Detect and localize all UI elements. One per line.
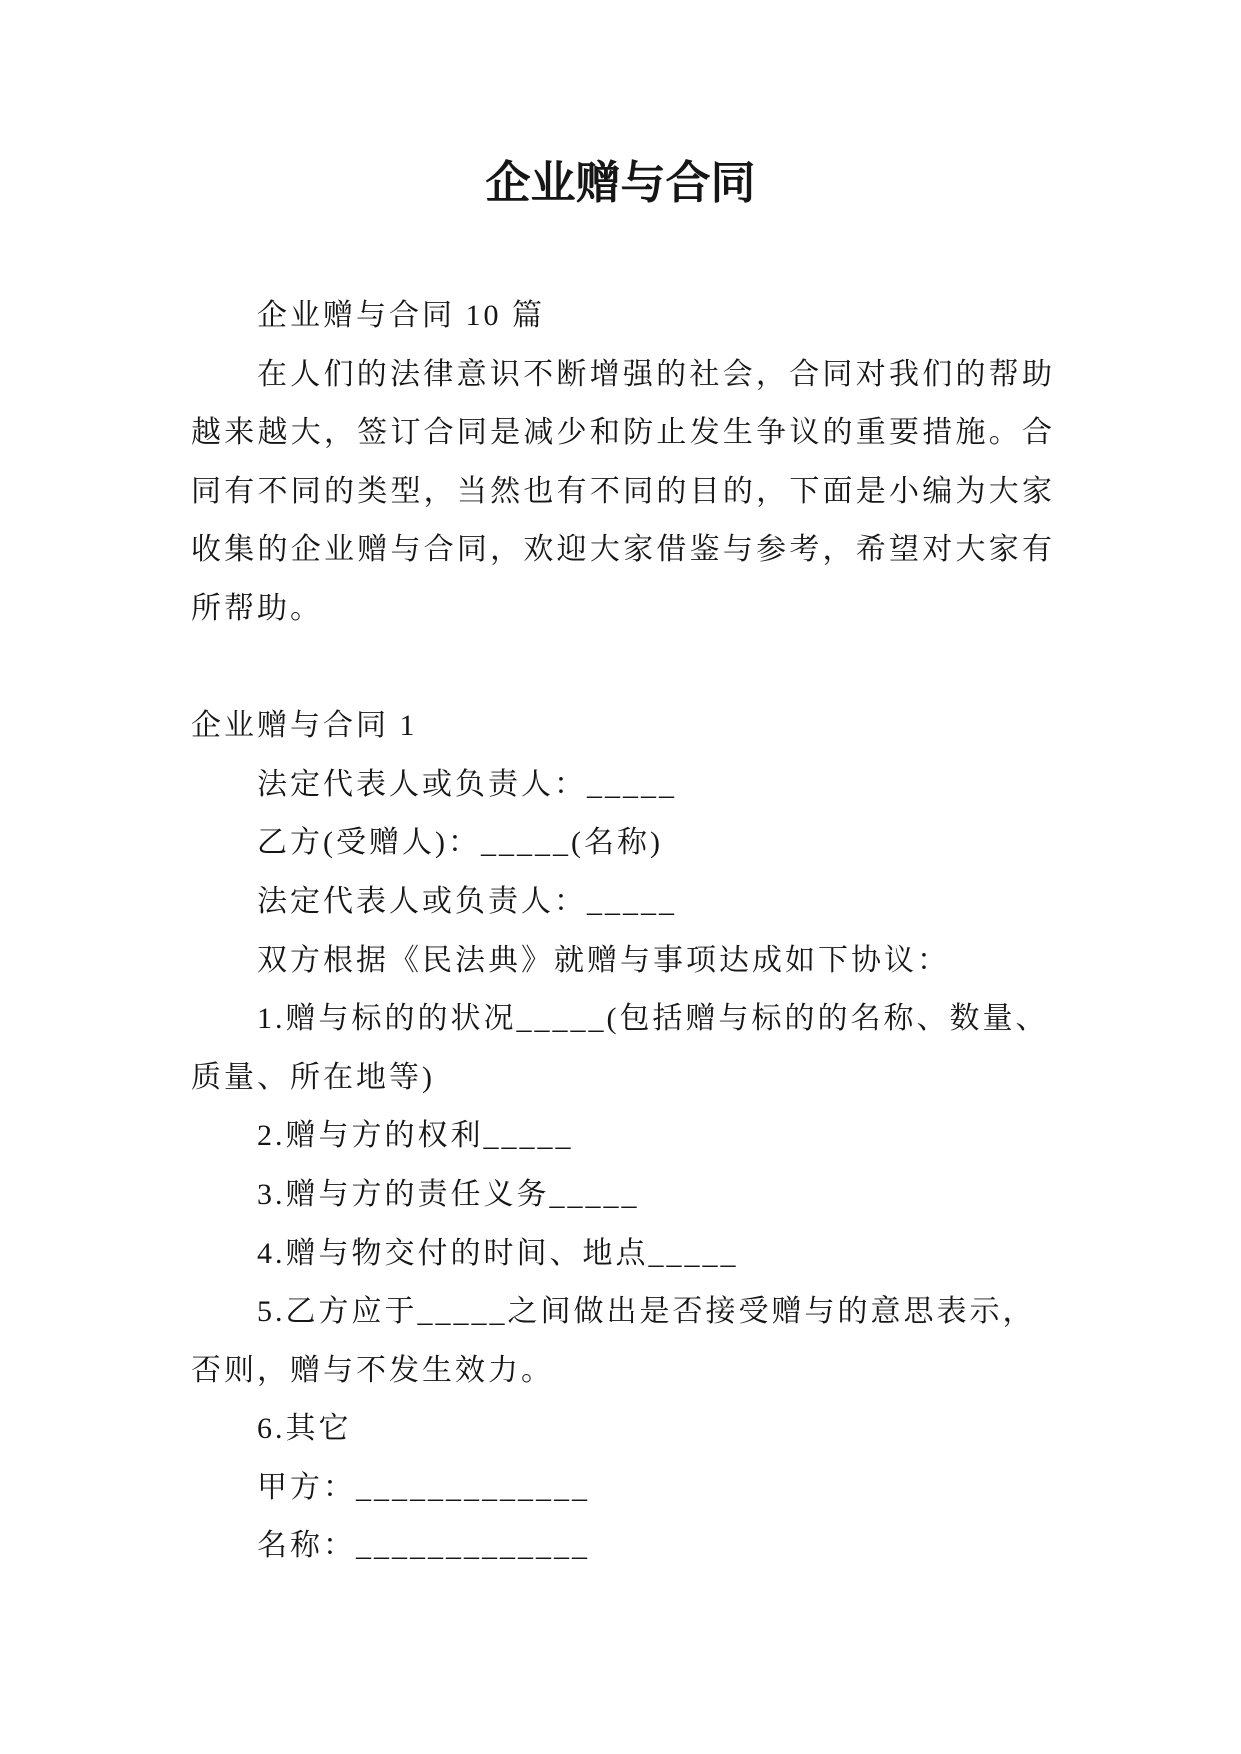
section-spacer [191, 639, 1055, 698]
clause-line: 质量、所在地等) [191, 1060, 435, 1094]
clause-line: 6.其它 [257, 1412, 352, 1446]
contract-heading: 企业赠与合同 1 [191, 709, 418, 743]
intro-paragraph-line: 所帮助。 [191, 591, 323, 625]
signature-field-line: 名称：_____________ [257, 1529, 590, 1563]
document-body [191, 287, 1055, 1576]
clause-line: 否则，赠与不发生效力。 [191, 1353, 554, 1387]
intro-heading: 企业赠与合同 10 篇 [257, 299, 545, 332]
agreement-intro: 双方根据《民法典》就赠与事项达成如下协议： [257, 943, 950, 977]
document-title: 企业赠与合同 [485, 158, 756, 208]
party-field-line: 乙方(受赠人)：_____(名称) [257, 826, 663, 860]
intro-paragraph-line: 越来越大，签订合同是减少和防止发生争议的重要措施。合 [191, 416, 1055, 450]
party-field-line: 法定代表人或负责人：_____ [257, 767, 677, 801]
clause-line: 4.赠与物交付的时间、地点_____ [257, 1236, 739, 1270]
party-field-line: 法定代表人或负责人：_____ [257, 884, 677, 918]
clause-line: 3.赠与方的责任义务_____ [257, 1177, 640, 1211]
intro-paragraph-line: 收集的企业赠与合同，欢迎大家借鉴与参考，希望对大家有 [191, 533, 1055, 567]
clause-line: 2.赠与方的权利_____ [257, 1119, 574, 1153]
signature-field-line: 甲方：_____________ [257, 1470, 590, 1504]
clause-line: 5.乙方应于_____之间做出是否接受赠与的意思表示， [257, 1295, 1036, 1329]
intro-paragraph-line: 在人们的法律意识不断增强的社会，合同对我们的帮助 [257, 357, 1055, 391]
clause-line: 1.赠与标的的状况_____(包括赠与标的的名称、数量、 [257, 1002, 1049, 1036]
intro-paragraph-line: 同有不同的类型，当然也有不同的目的，下面是小编为大家 [191, 474, 1055, 508]
